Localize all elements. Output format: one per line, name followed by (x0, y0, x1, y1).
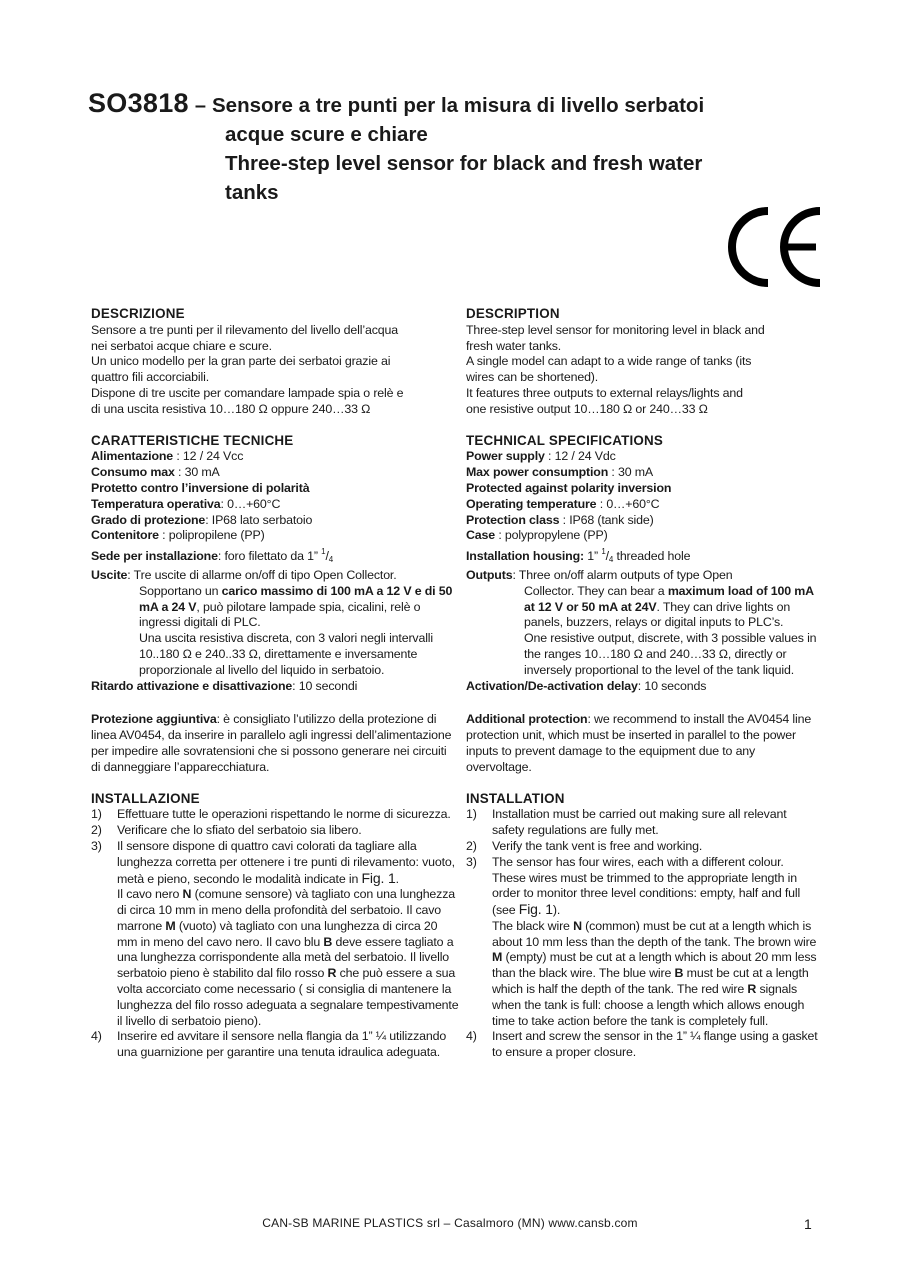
title-it-line-2: acque scure e chiare (225, 123, 428, 146)
spec-housing: Installation housing: 1” $^1/_4$ threaded hole (466, 547, 691, 565)
text-line: Dispone di tre uscite per comandare lampade spia o relè e (91, 385, 404, 400)
protezione-line: Protezione aggiuntiva: è consigliato l’utilizzo della protezione di linea AV0454, da inserire in parallelo agli ingressi dell’alimentazione per impedire alle sovratensioni che si possono generare nei circuiti di danneggiare l’apparecchiatura. (91, 712, 452, 774)
text-line: It features three outputs to external relays/lights and (466, 385, 743, 400)
spec-ritardo: Ritardo attivazione e disattivazione: 10 secondi (91, 678, 358, 693)
installation-list (466, 807, 818, 1061)
text-line: wires can be shortened). (466, 370, 599, 385)
spec-temperature: Operating temperature : 0…+60°C (466, 496, 660, 511)
spec-sede: Sede per installazione: foro filettato da 1” $^1/_4$ (91, 547, 334, 565)
list-item: 1) Effettuare tutte le operazioni rispettando le norme di sicurezza. (91, 807, 451, 822)
title-dash: – (194, 95, 206, 117)
text-line: one resistive output 10…180 Ω or 240…33 Ω (466, 401, 708, 416)
ce-mark-icon (724, 204, 824, 290)
list-item: 3) Il sensore dispone di quattro cavi colorati da tagliare alla lunghezza corretta per ottenere i tre punti di rilevamento: vuoto, metà e pieno, secondo le modalità indicate in Fig. 1. Il cavo nero N (comune sensore) và tagliato con una lunghezza di circa 10 mm in meno della profondità del serbatoio. Il cavo marrone M (vuoto) và tagliato con una lunghezza di circa 20 mm in meno del cavo nero. Il cavo blu B deve essere tagliato a una lunghezza corrispondente alla metà del serbatoio. Il livello serbatoio pieno è stabilito dal filo rosso R che può essere a sua volta accorciato come necessario ( si consiglia di mantenere la lunghezza del filo rosso adeguata a segnalare tempestivamente il livello di serbatoio pieno). (91, 838, 459, 1028)
text-line: di una uscita resistiva 10…180 Ω oppure 240…33 Ω (91, 401, 371, 416)
spec-max-power: Max power consumption : 30 mA (466, 465, 654, 480)
title-it-line-1: Sensore a tre punti per la misura di livello serbatoi (212, 94, 705, 117)
product-code: SO3818 (88, 88, 189, 118)
text-line: quattro fili accorciabili. (91, 370, 209, 385)
footer-company: CAN-SB MARINE PLASTICS srl – Casalmoro (MN) www.cansb.com (262, 1216, 638, 1230)
text-line: fresh water tanks. (466, 338, 562, 353)
spec-grado: Grado di protezione: IP68 lato serbatoio (91, 512, 313, 527)
section-title: TECHNICAL SPECIFICATIONS (466, 432, 663, 448)
list-item: 1) Installation must be carried out making sure all relevant safety regulations are fully met. (466, 807, 787, 838)
spec-uscite: Uscite: Tre uscite di allarme on/off di tipo Open Collector. (91, 567, 397, 582)
spec-delay: Activation/De-activation delay: 10 seconds (466, 678, 707, 693)
spec-protected: Protected against polarity inversion (466, 480, 672, 495)
page-number: 1 (804, 1216, 812, 1232)
spec-alimentazione: Alimentazione : 12 / 24 Vcc (91, 449, 244, 464)
installazione-section (91, 791, 459, 1062)
descrizione-section (91, 306, 459, 418)
spec-consumo: Consumo max : 30 mA (91, 465, 220, 480)
section-title: DESCRIPTION (466, 306, 560, 321)
list-item: 2) Verify the tank vent is free and working. (466, 838, 703, 853)
text-line: Three-step level sensor for monitoring level in black and (466, 322, 765, 337)
additional-section (466, 712, 818, 775)
text-line: A single model can adapt to a wide range of tanks (its (466, 354, 752, 369)
text-line: Sensore a tre punti per il rilevamento del livello dell’acqua (91, 322, 398, 337)
text-line: Un unico modello per la gran parte dei serbatoi grazie ai (91, 354, 391, 369)
spec-protetto: Protetto contro l’inversione di polarità (91, 480, 310, 495)
section-title: DESCRIZIONE (91, 306, 185, 321)
title-en-line-1: Three-step level sensor for black and fresh water (225, 152, 703, 175)
spec-uscite-carico: Sopportano un carico massimo di 100 mA a 12 V e di 50 mA a 24 V, può pilotare lampade spia, cicalini, relè o ingressi digitali di PLC. (139, 583, 453, 630)
document-title (88, 88, 828, 207)
installazione-list (91, 807, 459, 1061)
description-section (466, 306, 818, 418)
english-column (466, 306, 818, 1076)
spec-uscite-resistiva: Una uscita resistiva discreta, con 3 valori negli intervalli 10..180 Ω e 240..33 Ω, direttamente e inversamente proporzionale al livello del liquido in serbatoio. (139, 631, 434, 677)
list-item: 2) Verificare che lo sfiato del serbatoio sia libero. (91, 823, 362, 838)
section-title: INSTALLAZIONE (91, 790, 200, 806)
spec-outputs-load: Collector. They can bear a maximum load of 100 mA at 12 V or 50 mA at 24V. They can drive lights on panels, buzzers, relays or digital inputs to PLC’s. (524, 583, 814, 630)
section-title: INSTALLATION (466, 790, 565, 806)
spec-outputs: Outputs: Three on/off alarm outputs of type Open (466, 567, 733, 582)
title-en-line-2: tanks (225, 181, 279, 204)
protezione-section (91, 712, 459, 775)
spec-power: Power supply : 12 / 24 Vdc (466, 449, 616, 464)
caratteristiche-section (91, 433, 459, 695)
spec-contenitore: Contenitore : polipropilene (PP) (91, 528, 265, 543)
list-item: 3) The sensor has four wires, each with a different colour. These wires must be trimmed to the appropriate length in order to monitor three level conditions: empty, half and full (see Fig. 1). The black wire N (common) must be cut at a length which is about 10 mm less than the depth of the tank. The brown wire M (empty) must be cut at a length which is about 20 mm less than the black wire. The blue wire B must be cut at a length which is half the depth of the tank. The red wire R signals when the tank is full: choose a length which allows enough time to take action before the tank is completely full. (466, 854, 817, 1028)
spec-case: Case : polypropylene (PP) (466, 528, 608, 543)
technical-section (466, 433, 818, 695)
spec-class: Protection class : IP68 (tank side) (466, 512, 654, 527)
text-line: nei serbatoi acque chiare e scure. (91, 338, 272, 353)
fig-ref: Fig. 1 (361, 869, 396, 886)
italian-column (91, 306, 459, 1076)
spec-temperatura: Temperatura operativa: 0…+60°C (91, 496, 281, 511)
list-item: 4) Insert and screw the sensor in the 1” ¼ flange using a gasket to ensure a proper closure. (466, 1029, 818, 1060)
section-title: CARATTERISTICHE TECNICHE (91, 432, 294, 448)
spec-outputs-resistive: One resistive output, discrete, with 3 possible values in the ranges 10…180 Ω and 240…33 Ω, directly or inversely proportional to the level of the tank liquid. (524, 631, 817, 677)
installation-section (466, 791, 818, 1062)
fig-ref: Fig. 1 (518, 901, 553, 918)
list-item: 4) Inserire ed avvitare il sensore nella flangia da 1” ¼ utilizzando una guarnizione per garantire una tenuta idraulica adeguata. (91, 1029, 447, 1060)
additional-line: Additional protection: we recommend to install the AV0454 line protection unit, which must be inserted in parallel to the power inputs to prevent damage to the equipment due to any overvoltage. (466, 712, 812, 774)
